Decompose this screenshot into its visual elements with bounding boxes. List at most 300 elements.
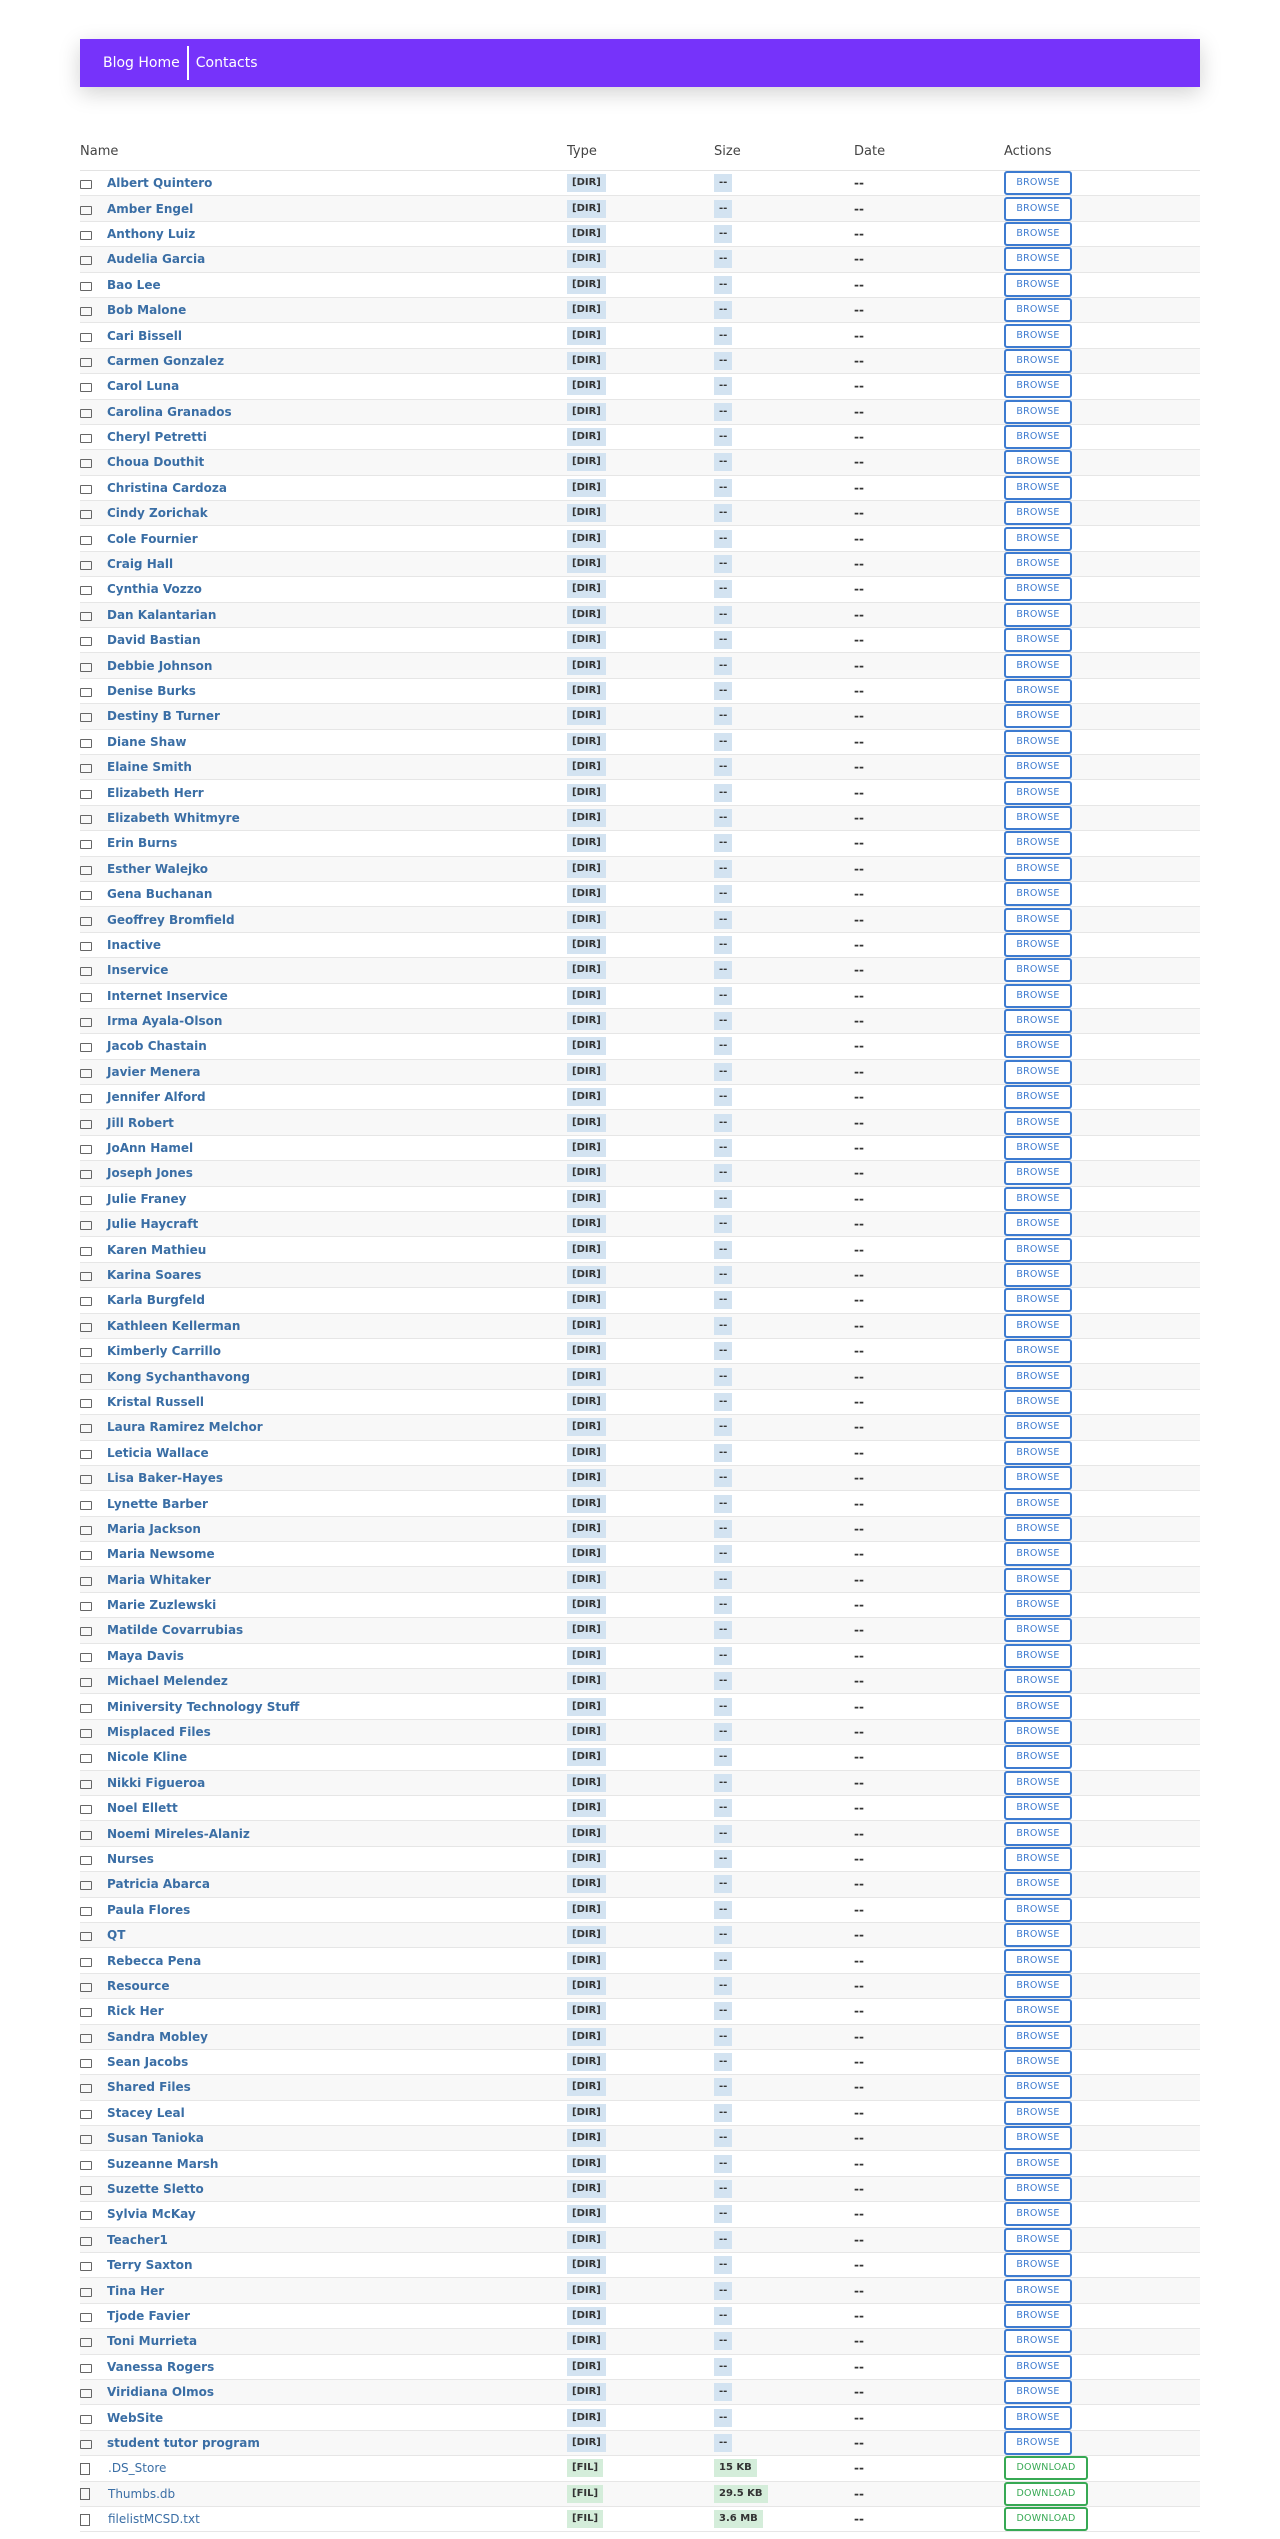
name-cell bbox=[80, 602, 567, 627]
download-button[interactable]: DOWNLOAD bbox=[1004, 2482, 1088, 2506]
folder-link[interactable]: Vanessa Rogers bbox=[107, 2359, 215, 2374]
folder-link[interactable]: Laura Ramirez Melchor bbox=[107, 1420, 263, 1435]
column-header-date[interactable]: Date bbox=[854, 133, 1004, 171]
browse-button[interactable]: BROWSE bbox=[1004, 908, 1072, 932]
folder-link[interactable]: Leticia Wallace bbox=[107, 1445, 209, 1460]
type-cell bbox=[567, 1313, 714, 1338]
name-cell bbox=[80, 704, 567, 729]
browse-button[interactable]: BROWSE bbox=[1004, 2075, 1072, 2099]
browse-button[interactable]: BROWSE bbox=[1004, 1872, 1072, 1896]
folder-link[interactable]: Stacey Leal bbox=[107, 2105, 185, 2120]
browse-button[interactable]: BROWSE bbox=[1004, 958, 1072, 982]
date-cell bbox=[854, 221, 1004, 246]
folder-link[interactable]: Choua Douthit bbox=[107, 455, 205, 470]
folder-link[interactable]: Rick Her bbox=[107, 2004, 164, 2019]
folder-link[interactable]: Noel Ellett bbox=[107, 1801, 178, 1816]
folder-link[interactable]: Albert Quintero bbox=[107, 176, 213, 191]
folder-link[interactable]: Cynthia Vozzo bbox=[107, 582, 202, 597]
folder-link[interactable]: Joseph Jones bbox=[107, 1166, 193, 1181]
folder-icon bbox=[80, 1399, 92, 1408]
browse-button[interactable]: BROWSE bbox=[1004, 577, 1072, 601]
name-cell bbox=[80, 780, 567, 805]
folder-link[interactable]: Amber Engel bbox=[107, 201, 194, 216]
folder-icon bbox=[80, 1094, 92, 1103]
browse-button[interactable]: BROWSE bbox=[1004, 1161, 1072, 1185]
folder-icon bbox=[80, 231, 92, 240]
type-badge: [DIR] bbox=[567, 1495, 606, 1513]
browse-button[interactable]: BROWSE bbox=[1004, 2329, 1072, 2353]
browse-button[interactable]: BROWSE bbox=[1004, 1618, 1072, 1642]
browse-button[interactable]: BROWSE bbox=[1004, 1390, 1072, 1414]
browse-button[interactable]: BROWSE bbox=[1004, 1187, 1072, 1211]
folder-link[interactable]: Lynette Barber bbox=[107, 1496, 208, 1511]
size-badge: -- bbox=[714, 1368, 732, 1386]
column-header-name[interactable]: Name bbox=[80, 133, 567, 171]
folder-link[interactable]: Shared Files bbox=[107, 2080, 191, 2095]
folder-link[interactable]: Christina Cardoza bbox=[107, 480, 227, 495]
folder-link[interactable]: Elizabeth Herr bbox=[107, 785, 204, 800]
actions-cell bbox=[1004, 1161, 1200, 1186]
type-badge: [DIR] bbox=[567, 809, 606, 827]
browse-button[interactable]: BROWSE bbox=[1004, 806, 1072, 830]
type-cell bbox=[567, 653, 714, 678]
name-cell bbox=[80, 2253, 567, 2278]
browse-button[interactable]: BROWSE bbox=[1004, 933, 1072, 957]
browse-button[interactable]: BROWSE bbox=[1004, 679, 1072, 703]
size-badge: -- bbox=[714, 1850, 732, 1868]
browse-button[interactable]: BROWSE bbox=[1004, 2431, 1072, 2455]
date-value: -- bbox=[854, 1394, 864, 1409]
type-cell bbox=[567, 907, 714, 932]
folder-link[interactable]: Gena Buchanan bbox=[107, 887, 213, 902]
folder-link[interactable]: Karen Mathieu bbox=[107, 1242, 207, 1257]
browse-button[interactable]: BROWSE bbox=[1004, 425, 1072, 449]
folder-link[interactable]: Nurses bbox=[107, 1851, 154, 1866]
folder-link[interactable]: Nikki Figueroa bbox=[107, 1775, 206, 1790]
browse-button[interactable]: BROWSE bbox=[1004, 628, 1072, 652]
name-cell bbox=[80, 983, 567, 1008]
folder-link[interactable]: Maria Newsome bbox=[107, 1547, 215, 1562]
browse-button[interactable]: BROWSE bbox=[1004, 831, 1072, 855]
nav-contacts-link[interactable]: Contacts bbox=[195, 55, 258, 71]
folder-link[interactable]: JoAnn Hamel bbox=[107, 1141, 194, 1156]
folder-link[interactable]: Jill Robert bbox=[107, 1115, 174, 1130]
date-value: -- bbox=[854, 2232, 864, 2247]
folder-link[interactable]: Toni Murrieta bbox=[107, 2334, 198, 2349]
size-badge: -- bbox=[714, 2383, 732, 2401]
browse-button[interactable]: BROWSE bbox=[1004, 1695, 1072, 1719]
download-button[interactable]: DOWNLOAD bbox=[1004, 2456, 1088, 2480]
type-badge: [DIR] bbox=[567, 1291, 606, 1309]
name-cell bbox=[80, 2202, 567, 2227]
browse-button[interactable]: BROWSE bbox=[1004, 1898, 1072, 1922]
browse-button[interactable]: BROWSE bbox=[1004, 1999, 1072, 2023]
folder-link[interactable]: Patricia Abarca bbox=[107, 1877, 210, 1892]
folder-link[interactable]: Cole Fournier bbox=[107, 531, 198, 546]
folder-link[interactable]: Javier Menera bbox=[107, 1064, 201, 1079]
size-badge: -- bbox=[714, 1444, 732, 1462]
date-cell bbox=[854, 1516, 1004, 1541]
folder-link[interactable]: Sean Jacobs bbox=[107, 2055, 189, 2070]
folder-link[interactable]: Nicole Kline bbox=[107, 1750, 188, 1765]
type-cell bbox=[567, 1288, 714, 1313]
actions-cell bbox=[1004, 348, 1200, 373]
folder-icon bbox=[80, 2211, 92, 2220]
folder-link[interactable]: Inactive bbox=[107, 937, 162, 952]
browse-button[interactable]: BROWSE bbox=[1004, 1847, 1072, 1871]
browse-button[interactable]: BROWSE bbox=[1004, 527, 1072, 551]
browse-button[interactable]: BROWSE bbox=[1004, 1009, 1072, 1033]
folder-link[interactable]: Miniversity Technology Stuff bbox=[107, 1699, 300, 1714]
browse-button[interactable]: BROWSE bbox=[1004, 324, 1072, 348]
browse-button[interactable]: BROWSE bbox=[1004, 1669, 1072, 1693]
size-badge: -- bbox=[714, 1088, 732, 1106]
table-row bbox=[80, 399, 1200, 424]
browse-button[interactable]: BROWSE bbox=[1004, 1365, 1072, 1389]
browse-button[interactable]: BROWSE bbox=[1004, 857, 1072, 881]
browse-button[interactable]: BROWSE bbox=[1004, 400, 1072, 424]
folder-link[interactable]: Irma Ayala-Olson bbox=[107, 1014, 223, 1029]
folder-link[interactable]: Kristal Russell bbox=[107, 1394, 205, 1409]
name-cell bbox=[80, 2278, 567, 2303]
type-cell bbox=[567, 1465, 714, 1490]
type-cell bbox=[567, 1008, 714, 1033]
browse-button[interactable]: BROWSE bbox=[1004, 2202, 1072, 2226]
browse-button[interactable]: BROWSE bbox=[1004, 1771, 1072, 1795]
browse-button[interactable]: BROWSE bbox=[1004, 2253, 1072, 2277]
browse-button[interactable]: BROWSE bbox=[1004, 450, 1072, 474]
size-cell bbox=[714, 958, 854, 983]
table-row bbox=[80, 1669, 1200, 1694]
browse-button[interactable]: BROWSE bbox=[1004, 349, 1072, 373]
browse-button[interactable]: BROWSE bbox=[1004, 2279, 1072, 2303]
name-cell bbox=[80, 1922, 567, 1947]
name-cell bbox=[80, 754, 567, 779]
browse-button[interactable]: BROWSE bbox=[1004, 1517, 1072, 1541]
browse-button[interactable]: BROWSE bbox=[1004, 1441, 1072, 1465]
folder-link[interactable]: Lisa Baker-Hayes bbox=[107, 1471, 223, 1486]
table-row bbox=[80, 1694, 1200, 1719]
browse-button[interactable]: BROWSE bbox=[1004, 247, 1072, 271]
type-badge: [DIR] bbox=[567, 961, 606, 979]
actions-cell bbox=[1004, 247, 1200, 272]
size-cell bbox=[714, 1796, 854, 1821]
browse-button[interactable]: BROWSE bbox=[1004, 1923, 1072, 1947]
browse-button[interactable]: BROWSE bbox=[1004, 1492, 1072, 1516]
date-cell bbox=[854, 1212, 1004, 1237]
folder-link[interactable]: Inservice bbox=[107, 963, 169, 978]
actions-cell bbox=[1004, 1846, 1200, 1871]
date-cell bbox=[854, 2405, 1004, 2430]
folder-link[interactable]: Tina Her bbox=[107, 2283, 165, 2298]
folder-link[interactable]: Craig Hall bbox=[107, 557, 174, 572]
folder-link[interactable]: Cindy Zorichak bbox=[107, 506, 208, 521]
folder-link[interactable]: WebSite bbox=[107, 2410, 164, 2425]
folder-link[interactable]: Karina Soares bbox=[107, 1267, 202, 1282]
browse-button[interactable]: BROWSE bbox=[1004, 1288, 1072, 1312]
date-cell bbox=[854, 1313, 1004, 1338]
type-badge: [DIR] bbox=[567, 2028, 606, 2046]
browse-button[interactable]: BROWSE bbox=[1004, 2355, 1072, 2379]
browse-button[interactable]: BROWSE bbox=[1004, 1415, 1072, 1439]
name-cell bbox=[80, 932, 567, 957]
name-cell bbox=[80, 1973, 567, 1998]
browse-button[interactable]: BROWSE bbox=[1004, 2177, 1072, 2201]
browse-button[interactable]: BROWSE bbox=[1004, 730, 1072, 754]
nav-blog-home-link[interactable]: Blog Home bbox=[103, 55, 180, 71]
browse-button[interactable]: BROWSE bbox=[1004, 654, 1072, 678]
type-cell bbox=[567, 1770, 714, 1795]
file-link[interactable]: .DS_Store bbox=[108, 2461, 167, 2476]
browse-button[interactable]: BROWSE bbox=[1004, 1542, 1072, 1566]
size-cell bbox=[714, 272, 854, 297]
browse-button[interactable]: BROWSE bbox=[1004, 1822, 1072, 1846]
date-cell bbox=[854, 475, 1004, 500]
folder-link[interactable]: Dan Kalantarian bbox=[107, 607, 217, 622]
folder-link[interactable]: Denise Burks bbox=[107, 684, 196, 698]
browse-button[interactable]: BROWSE bbox=[1004, 1644, 1072, 1668]
folder-link[interactable]: Terry Saxton bbox=[107, 2258, 193, 2273]
date-cell bbox=[854, 1846, 1004, 1871]
table-row bbox=[80, 1085, 1200, 1110]
folder-link[interactable]: Michael Melendez bbox=[107, 1674, 228, 1689]
size-cell bbox=[714, 602, 854, 627]
browse-button[interactable]: BROWSE bbox=[1004, 1745, 1072, 1769]
browse-button[interactable]: BROWSE bbox=[1004, 1593, 1072, 1617]
folder-link[interactable]: Bob Malone bbox=[107, 303, 187, 318]
type-cell bbox=[567, 1846, 714, 1871]
type-badge: [DIR] bbox=[567, 1164, 606, 1182]
table-row bbox=[80, 297, 1200, 322]
name-cell bbox=[80, 2481, 567, 2506]
browse-button[interactable]: BROWSE bbox=[1004, 603, 1072, 627]
folder-link[interactable]: QT bbox=[107, 1928, 126, 1943]
size-cell bbox=[714, 1821, 854, 1846]
folder-link[interactable]: Maya Davis bbox=[107, 1648, 184, 1663]
size-cell bbox=[714, 805, 854, 830]
browse-button[interactable]: BROWSE bbox=[1004, 1568, 1072, 1592]
folder-link[interactable]: Elizabeth Whitmyre bbox=[107, 810, 240, 825]
browse-button[interactable]: BROWSE bbox=[1004, 1238, 1072, 1262]
folder-link[interactable]: Erin Burns bbox=[107, 836, 178, 851]
browse-button[interactable]: BROWSE bbox=[1004, 1060, 1072, 1084]
name-cell bbox=[80, 1999, 567, 2024]
name-cell bbox=[80, 551, 567, 576]
browse-button[interactable]: BROWSE bbox=[1004, 1314, 1072, 1338]
folder-link[interactable]: Sylvia McKay bbox=[107, 2207, 196, 2222]
folder-link[interactable]: Carolina Granados bbox=[107, 404, 232, 419]
type-cell bbox=[567, 374, 714, 399]
table-row bbox=[80, 171, 1200, 196]
size-badge: -- bbox=[714, 1799, 732, 1817]
folder-link[interactable]: Cheryl Petretti bbox=[107, 430, 207, 445]
browse-button[interactable]: BROWSE bbox=[1004, 222, 1072, 246]
browse-button[interactable]: BROWSE bbox=[1004, 1034, 1072, 1058]
browse-button[interactable]: BROWSE bbox=[1004, 1949, 1072, 1973]
folder-link[interactable]: Julie Franey bbox=[107, 1191, 187, 1206]
download-button[interactable]: DOWNLOAD bbox=[1004, 2507, 1088, 2531]
type-badge: [DIR] bbox=[567, 1875, 606, 1893]
folder-link[interactable]: Cari Bissell bbox=[107, 328, 183, 343]
folder-link[interactable]: Susan Tanioka bbox=[107, 2131, 204, 2146]
browse-button[interactable]: BROWSE bbox=[1004, 1796, 1072, 1820]
table-row bbox=[80, 1491, 1200, 1516]
folder-link[interactable]: Destiny B Turner bbox=[107, 709, 220, 724]
date-cell bbox=[854, 1262, 1004, 1287]
browse-button[interactable]: BROWSE bbox=[1004, 704, 1072, 728]
date-value: -- bbox=[854, 2105, 864, 2120]
column-header-type[interactable]: Type bbox=[567, 133, 714, 171]
folder-link[interactable]: Kimberly Carrillo bbox=[107, 1344, 221, 1359]
browse-button[interactable]: BROWSE bbox=[1004, 2304, 1072, 2328]
folder-link[interactable]: Noemi Mireles-Alaniz bbox=[107, 1826, 250, 1841]
folder-link[interactable]: Jennifer Alford bbox=[107, 1090, 206, 1105]
date-value: -- bbox=[854, 1572, 864, 1587]
size-cell bbox=[714, 247, 854, 272]
folder-link[interactable]: Suzette Sletto bbox=[107, 2182, 204, 2197]
actions-cell bbox=[1004, 2126, 1200, 2151]
name-cell bbox=[80, 729, 567, 754]
folder-icon bbox=[80, 1043, 92, 1052]
date-value: -- bbox=[854, 404, 864, 419]
file-link[interactable]: filelistMCSD.txt bbox=[108, 2512, 200, 2527]
folder-link[interactable]: Misplaced Files bbox=[107, 1725, 211, 1740]
browse-button[interactable]: BROWSE bbox=[1004, 882, 1072, 906]
browse-button[interactable]: BROWSE bbox=[1004, 1085, 1072, 1109]
browse-button[interactable]: BROWSE bbox=[1004, 273, 1072, 297]
browse-button[interactable]: BROWSE bbox=[1004, 197, 1072, 221]
date-value: -- bbox=[854, 2309, 864, 2323]
browse-button[interactable]: BROWSE bbox=[1004, 1720, 1072, 1744]
folder-link[interactable]: Internet Inservice bbox=[107, 988, 228, 1003]
folder-link[interactable]: Bao Lee bbox=[107, 277, 161, 292]
browse-button[interactable]: BROWSE bbox=[1004, 2025, 1072, 2049]
actions-cell bbox=[1004, 1465, 1200, 1490]
size-cell bbox=[714, 2456, 854, 2481]
folder-link[interactable]: Paula Flores bbox=[107, 1902, 191, 1917]
folder-link[interactable]: Kathleen Kellerman bbox=[107, 1318, 241, 1333]
browse-button[interactable]: BROWSE bbox=[1004, 552, 1072, 576]
actions-cell bbox=[1004, 1440, 1200, 1465]
name-cell bbox=[80, 1262, 567, 1287]
type-badge: [DIR] bbox=[567, 1418, 606, 1436]
browse-button[interactable]: BROWSE bbox=[1004, 1339, 1072, 1363]
type-badge: [DIR] bbox=[567, 707, 606, 725]
size-cell bbox=[714, 1085, 854, 1110]
folder-link[interactable]: Kong Sychanthavong bbox=[107, 1369, 250, 1384]
browse-button[interactable]: BROWSE bbox=[1004, 1466, 1072, 1490]
browse-button[interactable]: BROWSE bbox=[1004, 1136, 1072, 1160]
type-badge: [DIR] bbox=[567, 1672, 606, 1690]
browse-button[interactable]: BROWSE bbox=[1004, 1974, 1072, 1998]
date-cell bbox=[854, 1669, 1004, 1694]
folder-link[interactable]: Anthony Luiz bbox=[107, 226, 196, 241]
browse-button[interactable]: BROWSE bbox=[1004, 374, 1072, 398]
date-value: -- bbox=[854, 1699, 864, 1714]
folder-link[interactable]: Suzeanne Marsh bbox=[107, 2156, 219, 2171]
type-cell bbox=[567, 196, 714, 221]
browse-button[interactable]: BROWSE bbox=[1004, 755, 1072, 779]
size-badge: -- bbox=[714, 250, 732, 268]
date-value: -- bbox=[854, 2410, 864, 2425]
folder-link[interactable]: Geoffrey Bromfield bbox=[107, 912, 235, 927]
type-cell bbox=[567, 2354, 714, 2379]
browse-button[interactable]: BROWSE bbox=[1004, 1263, 1072, 1287]
folder-link[interactable]: Elaine Smith bbox=[107, 760, 192, 775]
folder-link[interactable]: Diane Shaw bbox=[107, 734, 187, 749]
folder-link[interactable]: Viridiana Olmos bbox=[107, 2385, 215, 2400]
folder-link[interactable]: Julie Haycraft bbox=[107, 1217, 199, 1232]
browse-button[interactable]: BROWSE bbox=[1004, 476, 1072, 500]
table-row bbox=[80, 450, 1200, 475]
browse-button[interactable]: BROWSE bbox=[1004, 781, 1072, 805]
browse-button[interactable]: BROWSE bbox=[1004, 2380, 1072, 2404]
folder-link[interactable]: Carol Luna bbox=[107, 379, 180, 394]
size-cell bbox=[714, 1415, 854, 1440]
column-header-size[interactable]: Size bbox=[714, 133, 854, 171]
browse-button[interactable]: BROWSE bbox=[1004, 501, 1072, 525]
actions-cell bbox=[1004, 196, 1200, 221]
browse-button[interactable]: BROWSE bbox=[1004, 2126, 1072, 2150]
folder-link[interactable]: Audelia Garcia bbox=[107, 252, 206, 267]
browse-button[interactable]: BROWSE bbox=[1004, 1111, 1072, 1135]
browse-button[interactable]: BROWSE bbox=[1004, 1212, 1072, 1236]
folder-link[interactable]: Debbie Johnson bbox=[107, 658, 213, 673]
actions-cell bbox=[1004, 2227, 1200, 2252]
table-row bbox=[80, 1186, 1200, 1211]
folder-link[interactable]: Jacob Chastain bbox=[107, 1039, 207, 1054]
browse-button[interactable]: BROWSE bbox=[1004, 171, 1072, 195]
browse-button[interactable]: BROWSE bbox=[1004, 2050, 1072, 2074]
browse-button[interactable]: BROWSE bbox=[1004, 984, 1072, 1008]
browse-button[interactable]: BROWSE bbox=[1004, 2406, 1072, 2430]
browse-button[interactable]: BROWSE bbox=[1004, 2228, 1072, 2252]
actions-cell bbox=[1004, 983, 1200, 1008]
folder-link[interactable]: Maria Whitaker bbox=[107, 1572, 211, 1587]
folder-link[interactable]: Resource bbox=[107, 1978, 170, 1993]
folder-link[interactable]: Karla Burgfeld bbox=[107, 1293, 205, 1308]
folder-link[interactable]: Maria Jackson bbox=[107, 1521, 201, 1536]
browse-button[interactable]: BROWSE bbox=[1004, 2152, 1072, 2176]
table-row bbox=[80, 1288, 1200, 1313]
folder-icon bbox=[80, 1221, 92, 1230]
date-cell bbox=[854, 2303, 1004, 2328]
folder-link[interactable]: Esther Walejko bbox=[107, 861, 209, 876]
name-cell bbox=[80, 1618, 567, 1643]
size-cell bbox=[714, 551, 854, 576]
folder-link[interactable]: Tjode Favier bbox=[107, 2309, 191, 2323]
size-cell bbox=[714, 1694, 854, 1719]
actions-cell bbox=[1004, 272, 1200, 297]
date-value: -- bbox=[854, 1064, 864, 1079]
type-cell bbox=[567, 1669, 714, 1694]
browse-button[interactable]: BROWSE bbox=[1004, 298, 1072, 322]
folder-link[interactable]: Rebecca Pena bbox=[107, 1953, 202, 1968]
folder-icon bbox=[80, 2135, 92, 2144]
browse-button[interactable]: BROWSE bbox=[1004, 2101, 1072, 2125]
file-link[interactable]: Thumbs.db bbox=[108, 2486, 176, 2501]
folder-link[interactable]: Marie Zuzlewski bbox=[107, 1598, 217, 1613]
folder-link[interactable]: student tutor program bbox=[107, 2435, 260, 2450]
folder-link[interactable]: Carmen Gonzalez bbox=[107, 353, 225, 368]
folder-link[interactable]: Matilde Covarrubias bbox=[107, 1623, 244, 1638]
folder-icon bbox=[80, 866, 92, 875]
name-cell bbox=[80, 1034, 567, 1059]
folder-link[interactable]: Sandra Mobley bbox=[107, 2029, 208, 2044]
folder-link[interactable]: David Bastian bbox=[107, 633, 201, 648]
folder-link[interactable]: Teacher1 bbox=[107, 2232, 168, 2247]
folder-icon bbox=[80, 2440, 92, 2449]
